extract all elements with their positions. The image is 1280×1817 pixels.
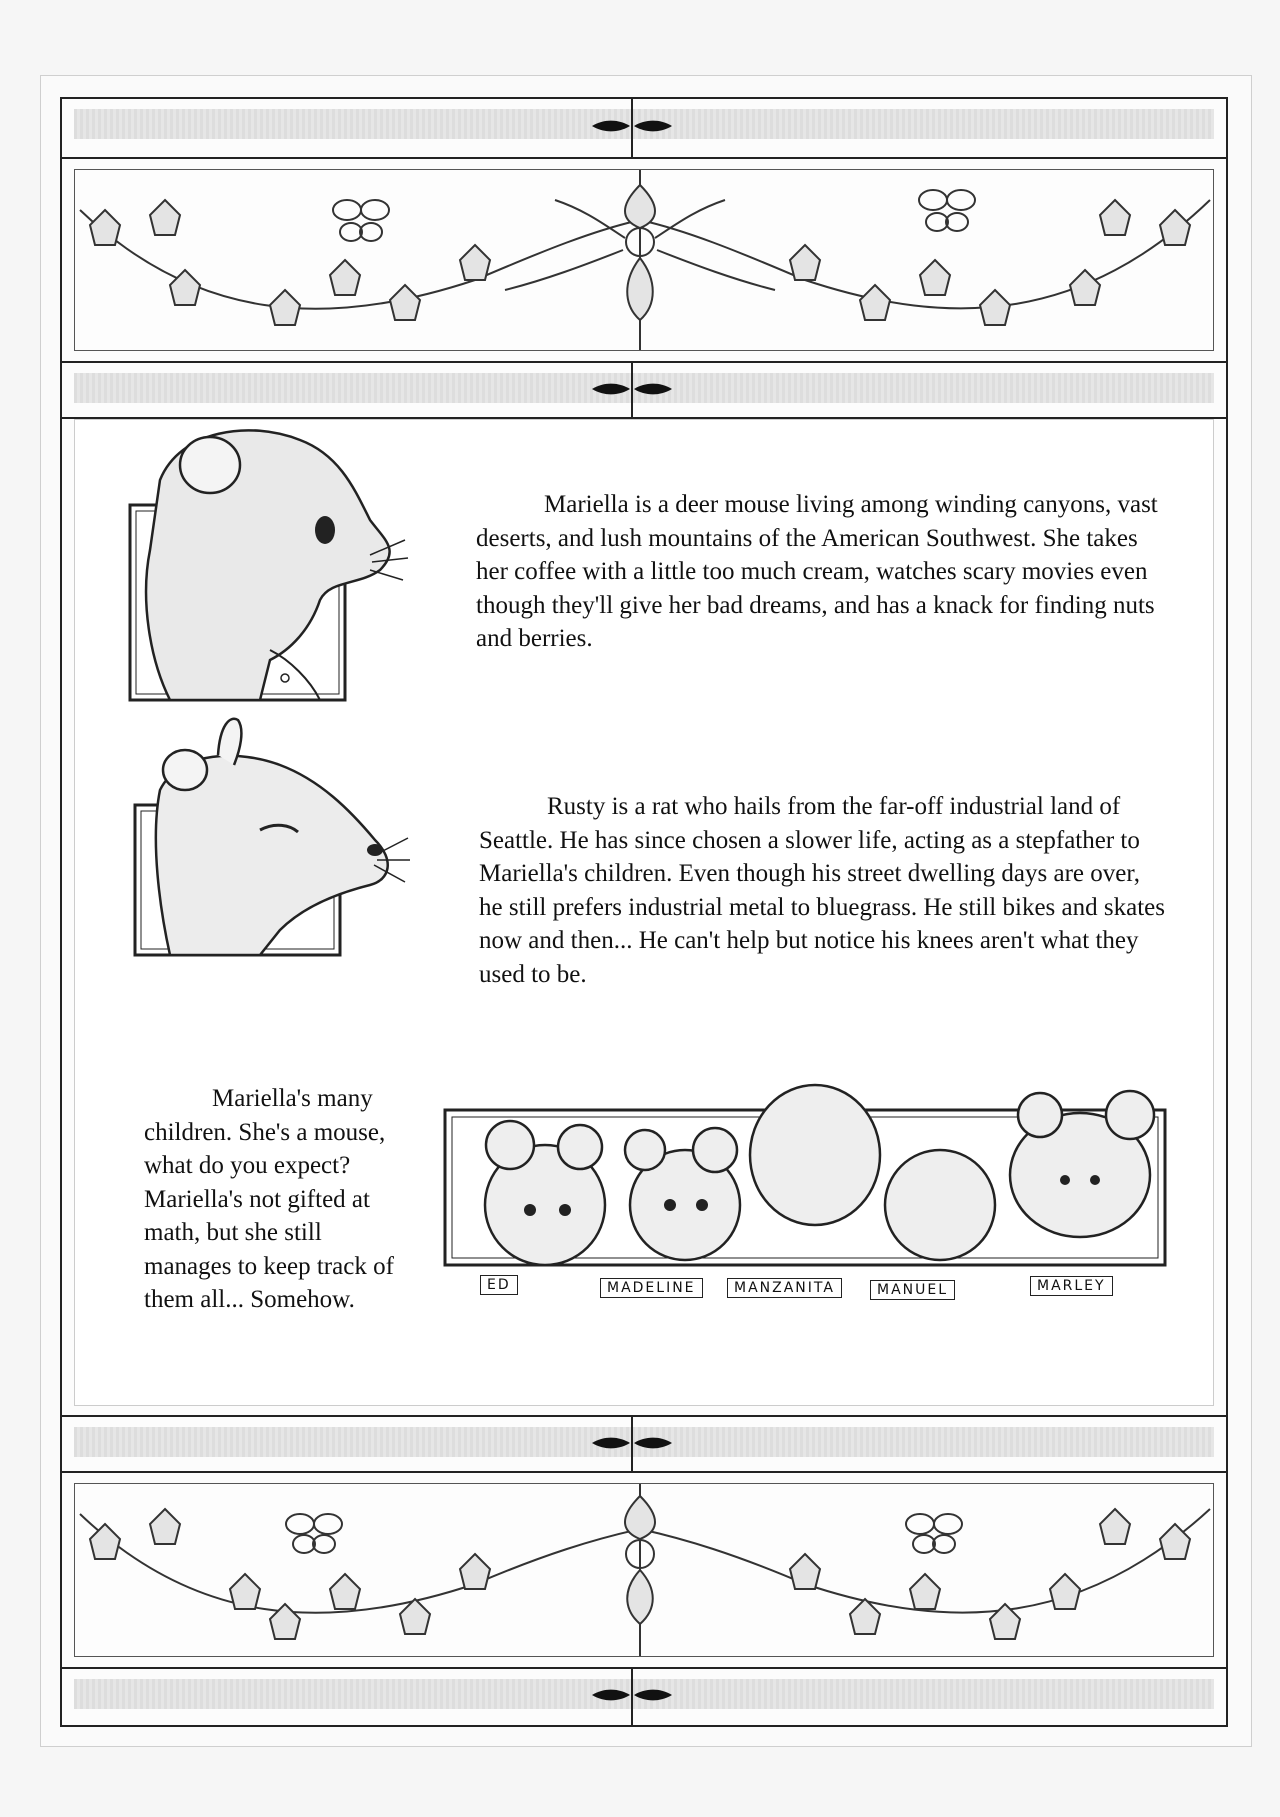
top-divider-ornament [62,99,1226,419]
bottom-divider-ornament [62,1415,1226,1725]
content-panel [74,419,1214,1406]
rusty-paragraph: Rusty is a rat who hails from the far-off industrial land of Seattle. He has since chosen a slower life, acting as a stepfather to Mariella's children. Even though his street dwelling days are over, he still prefers industrial metal to bluegrass. He still bikes and skates now and then... He can't help but notice his knees aren't what they used to be. [479,793,1165,988]
nameplate-manuel: MANUEL [870,1280,955,1300]
mariella-paragraph: Mariella is a deer mouse living among winding canyons, vast deserts, and lush mountains of the American Southwest. She takes her coffee with a little too much cream, watches scary movies even though they'll give her bad dreams, and has a knack for finding nuts and berries. [476,491,1158,652]
children-portrait [440,1055,1180,1305]
nameplate-marley: MARLEY [1030,1276,1113,1296]
children-description [144,1082,414,1317]
nameplate-manzanita: MANZANITA [727,1278,842,1298]
nameplate-ed: ED [480,1275,518,1295]
rusty-description [479,790,1169,991]
page-frame [60,97,1228,1727]
children-paragraph: Mariella's many children. She's a mouse, what do you expect? Mariella's not gifted at math, but she still manages to keep track of them all... Somehow. [144,1085,394,1313]
mariella-portrait [120,420,410,705]
nameplate-madeline: MADELINE [600,1278,703,1298]
rusty-portrait [130,710,410,960]
mariella-description [476,488,1166,656]
